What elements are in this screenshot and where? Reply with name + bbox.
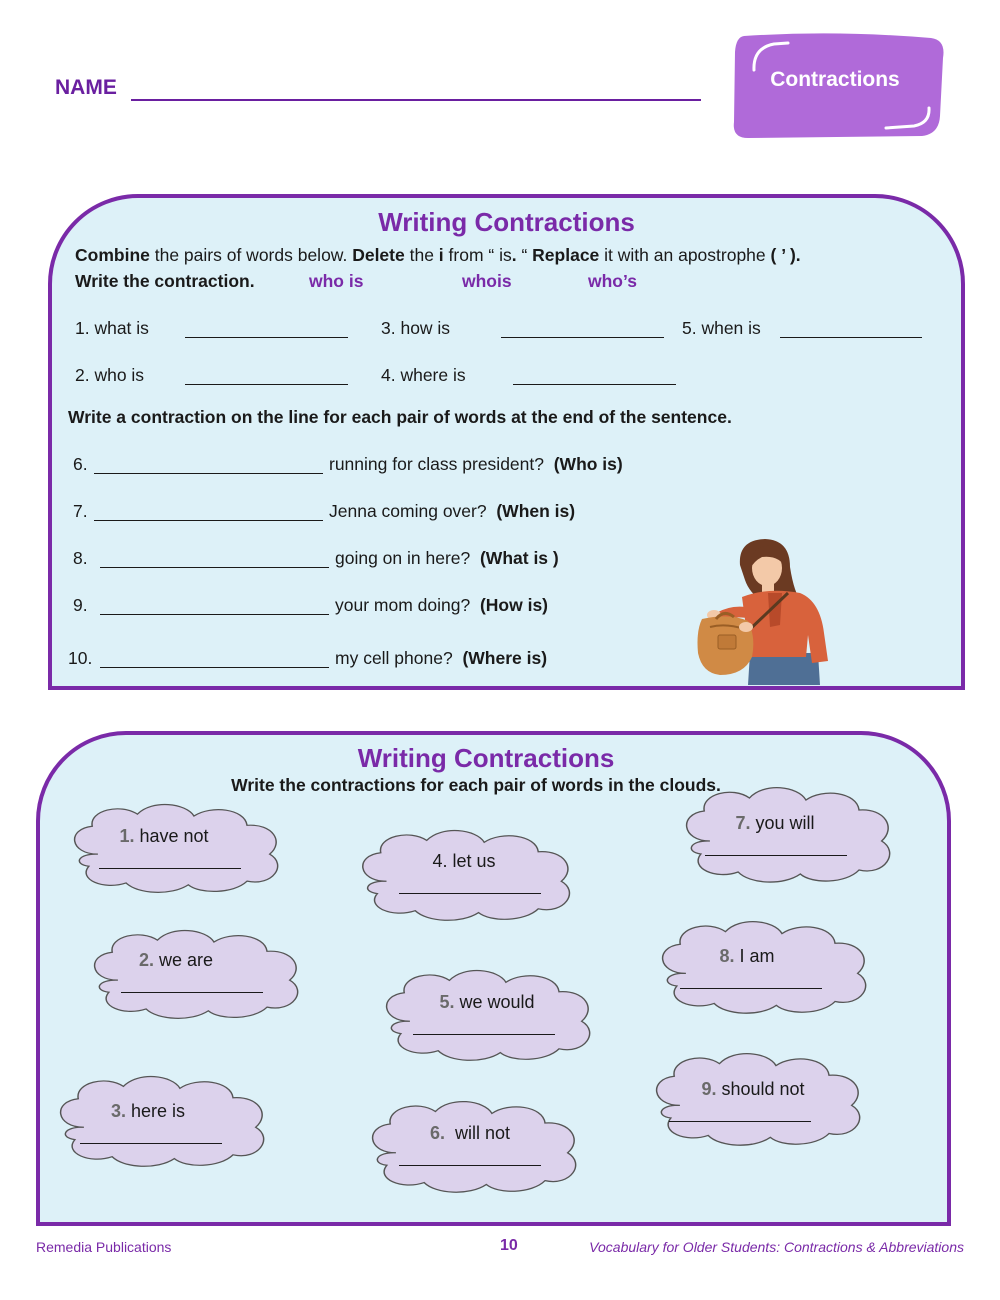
cloud-9-label: 9. should not — [701, 1079, 805, 1099]
section1-instructions: Combine the pairs of words below. Delete the i from “ is. “ Replace it with an apostrophe ( ’ ). — [75, 245, 801, 265]
cloud-7 — [687, 788, 890, 882]
section2-subtitle: Write the contractions for each pair of words in the clouds. — [231, 775, 721, 795]
cloud-4-label: 4. let us — [432, 851, 496, 871]
section2-title: Writing Contractions — [357, 743, 615, 773]
cloud-5 — [387, 971, 590, 1061]
cloud-4 — [363, 831, 570, 921]
cloud-4-answer-line[interactable] — [399, 893, 541, 894]
sentence-8-number: 8. — [73, 548, 88, 568]
sentence-8-text: going on in here? (What is ) — [335, 548, 559, 568]
cloud-7-answer-line[interactable] — [705, 855, 847, 856]
cloud-6-label: 6. will not — [429, 1123, 511, 1143]
example-whos: who’s — [588, 271, 637, 291]
page-number: 10 — [500, 1237, 518, 1254]
example-whois: whois — [462, 271, 512, 291]
sentence-10-number: 10. — [68, 648, 93, 668]
pair-4-label: 4. where is — [381, 365, 466, 385]
sentence-9-number: 9. — [73, 595, 88, 615]
cloud-2 — [95, 931, 298, 1019]
cloud-1-label: 1. have not — [119, 826, 209, 846]
cloud-2-label: 2. we are — [138, 950, 214, 970]
cloud-5-answer-line[interactable] — [413, 1034, 555, 1035]
pair-2-label: 2. who is — [75, 365, 145, 385]
cloud-1 — [75, 805, 278, 893]
contractions-tag-text: Contractions — [770, 68, 900, 91]
cloud-8-answer-line[interactable] — [680, 988, 822, 989]
cloud-9-answer-line[interactable] — [669, 1121, 811, 1122]
cloud-7-label: 7. you will — [735, 813, 815, 833]
example-who-is: who is — [309, 271, 364, 291]
cloud-6-answer-line[interactable] — [399, 1165, 541, 1166]
cloud-2-answer-line[interactable] — [121, 992, 263, 993]
cloud-5-label: 5. we would — [439, 992, 535, 1012]
cloud-8-label: 8. I am — [719, 946, 775, 966]
cloud-6 — [373, 1102, 576, 1193]
cloud-3-label: 3. here is — [110, 1101, 186, 1121]
sentence-10-text: my cell phone? (Where is) — [335, 648, 548, 668]
section1-title: Writing Contractions — [378, 207, 635, 237]
footer-book-title: Vocabulary for Older Students: Contractions & Abbreviations — [589, 1239, 964, 1255]
sentence-6-text: running for class president? (Who is) — [329, 454, 623, 474]
sentence-9-text: your mom doing? (How is) — [335, 595, 549, 615]
footer-publisher: Remedia Publications — [36, 1239, 172, 1255]
pair-3-label: 3. how is — [381, 318, 451, 338]
cloud-1-answer-line[interactable] — [99, 868, 241, 869]
pair-1-label: 1. what is — [75, 318, 149, 338]
pair-5-label: 5. when is — [682, 318, 761, 338]
sentence-6-number: 6. — [73, 454, 88, 474]
name-label: NAME — [55, 76, 117, 99]
cloud-3-answer-line[interactable] — [80, 1143, 222, 1144]
cloud-8 — [663, 922, 866, 1014]
sentence-7-text: Jenna coming over? (When is) — [329, 501, 576, 521]
write-contraction-label: Write the contraction. — [75, 271, 255, 291]
sentence-instructions: Write a contraction on the line for each pair of words at the end of the sentence. — [68, 407, 732, 427]
sentence-7-number: 7. — [73, 501, 88, 521]
